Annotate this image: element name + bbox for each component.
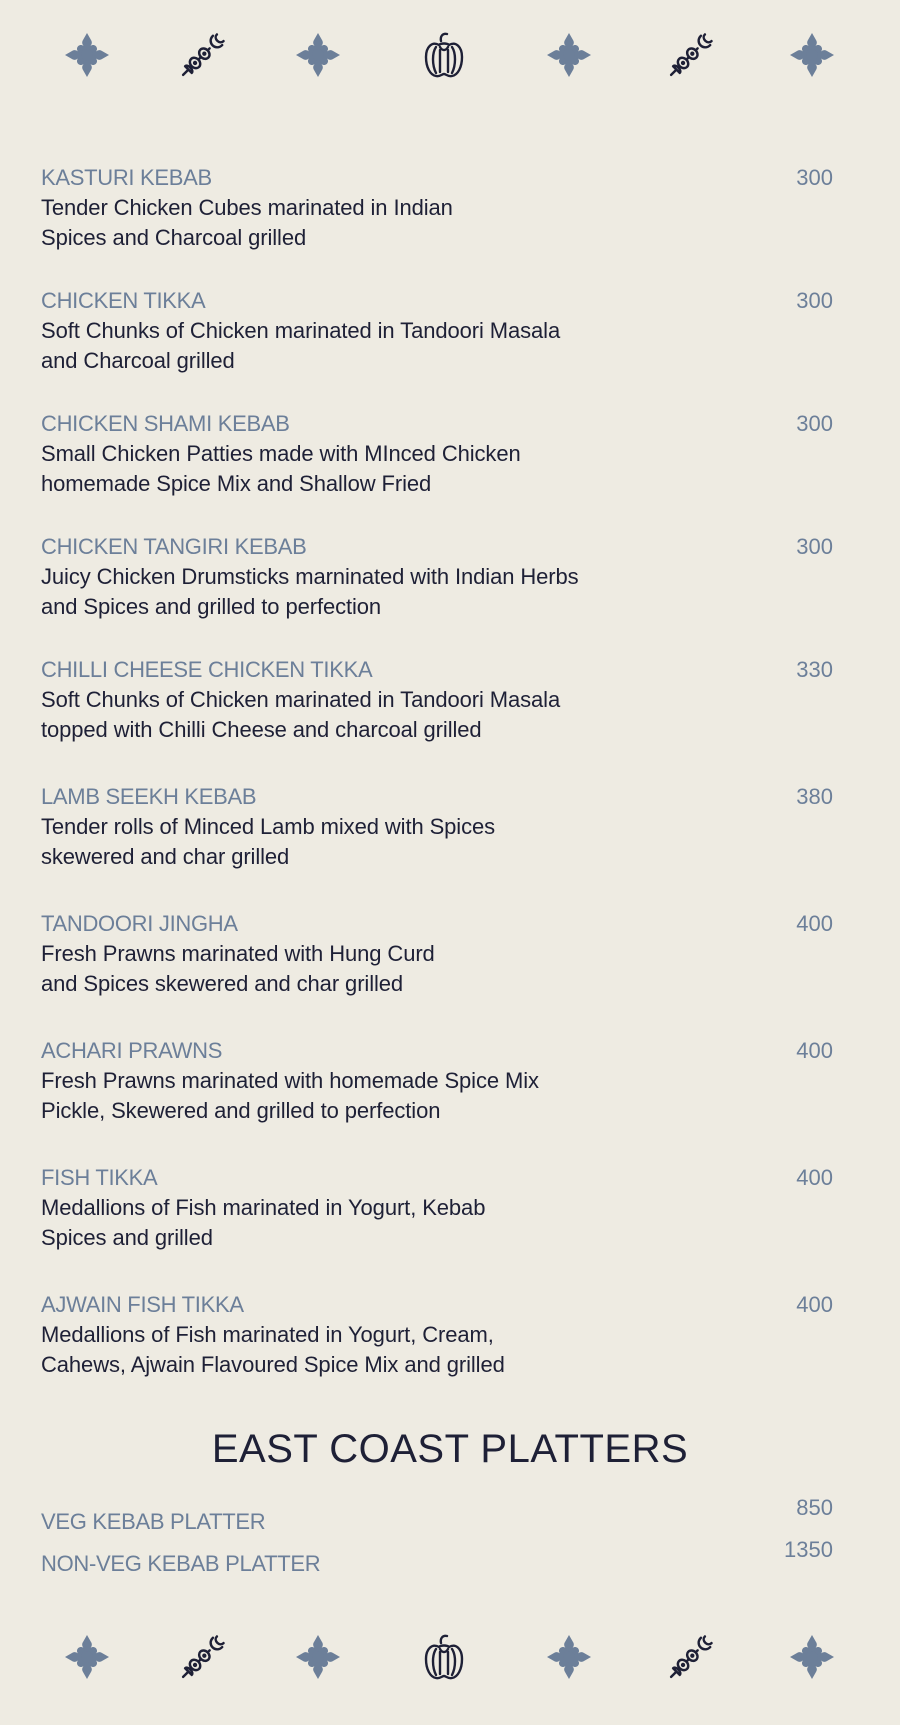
skewer-icon: [661, 20, 721, 90]
menu-item: [41, 655, 833, 782]
flower-ornament-icon: [539, 1622, 599, 1692]
menu-item: [41, 1290, 833, 1413]
platter-list: [41, 1495, 833, 1579]
flower-ornament-icon: [782, 20, 842, 90]
item-price: 400: [796, 1292, 833, 1317]
item-description: Fresh Prawns marinated with Hung Curd and Spices skewered and char grilled: [41, 941, 435, 996]
platter-price: 1350: [784, 1537, 833, 1562]
item-name: CHICKEN TIKKA: [41, 288, 206, 313]
kebab-menu-list: [41, 163, 833, 1413]
item-name: CHICKEN SHAMI KEBAB: [41, 411, 290, 436]
menu-item: [41, 909, 833, 1036]
item-description: Soft Chunks of Chicken marinated in Tandoori Masala topped with Chilli Cheese and charcoal grilled: [41, 687, 561, 742]
item-description: Juicy Chicken Drumsticks marninated with Indian Herbs and Spices and grilled to perfection: [41, 564, 579, 619]
item-price: 300: [796, 534, 833, 559]
menu-item: [41, 782, 833, 909]
skewer-icon: [661, 1622, 721, 1692]
skewer-icon: [173, 1622, 233, 1692]
item-name: LAMB SEEKH KEBAB: [41, 784, 257, 809]
item-name: AJWAIN FISH TIKKA: [41, 1292, 244, 1317]
platter-name: NON-VEG KEBAB PLATTER: [41, 1551, 321, 1576]
flower-ornament-icon: [57, 20, 117, 90]
platter-item: [41, 1495, 833, 1537]
item-price: 380: [796, 784, 833, 809]
flower-ornament-icon: [57, 1622, 117, 1692]
item-description: Medallions of Fish marinated in Yogurt, Kebab Spices and grilled: [41, 1195, 486, 1250]
item-description: Tender Chicken Cubes marinated in Indian Spices and Charcoal grilled: [41, 195, 453, 250]
section-title: EAST COAST PLATTERS: [211, 1427, 689, 1471]
menu-item: [41, 532, 833, 655]
item-price: 300: [796, 165, 833, 190]
item-price: 300: [796, 288, 833, 313]
top-ornament-row: [0, 20, 900, 90]
item-price: 330: [796, 657, 833, 682]
item-description: Tender rolls of Minced Lamb mixed with Spices skewered and char grilled: [41, 814, 496, 869]
menu-item: [41, 163, 833, 286]
item-description: Small Chicken Patties made with MInced Chicken homemade Spice Mix and Shallow Fried: [41, 441, 521, 496]
item-price: 400: [796, 1038, 833, 1063]
skewer-icon: [173, 20, 233, 90]
platter-price: 850: [796, 1495, 833, 1520]
item-name: CHICKEN TANGIRI KEBAB: [41, 534, 307, 559]
flower-ornament-icon: [288, 1622, 348, 1692]
item-price: 400: [796, 1165, 833, 1190]
flower-ornament-icon: [539, 20, 599, 90]
bell-pepper-icon: [414, 1622, 474, 1692]
item-description: Fresh Prawns marinated with homemade Spice Mix Pickle, Skewered and grilled to perfection: [41, 1068, 539, 1123]
menu-item: [41, 409, 833, 532]
item-description: Soft Chunks of Chicken marinated in Tandoori Masala and Charcoal grilled: [41, 318, 561, 373]
item-name: CHILLI CHEESE CHICKEN TIKKA: [41, 657, 373, 682]
item-name: FISH TIKKA: [41, 1165, 158, 1190]
item-name: KASTURI KEBAB: [41, 165, 212, 190]
platter-name: VEG KEBAB PLATTER: [41, 1509, 266, 1534]
bell-pepper-icon: [414, 20, 474, 90]
menu-item: [41, 286, 833, 409]
flower-ornament-icon: [288, 20, 348, 90]
bottom-ornament-row: [0, 1622, 900, 1692]
menu-item: [41, 1036, 833, 1163]
item-description: Medallions of Fish marinated in Yogurt, Cream, Cahews, Ajwain Flavoured Spice Mix and grilled: [41, 1322, 505, 1377]
menu-item: [41, 1163, 833, 1290]
item-name: TANDOORI JINGHA: [41, 911, 238, 936]
platter-item: [41, 1537, 833, 1579]
flower-ornament-icon: [782, 1622, 842, 1692]
item-name: ACHARI PRAWNS: [41, 1038, 223, 1063]
item-price: 300: [796, 411, 833, 436]
item-price: 400: [796, 911, 833, 936]
